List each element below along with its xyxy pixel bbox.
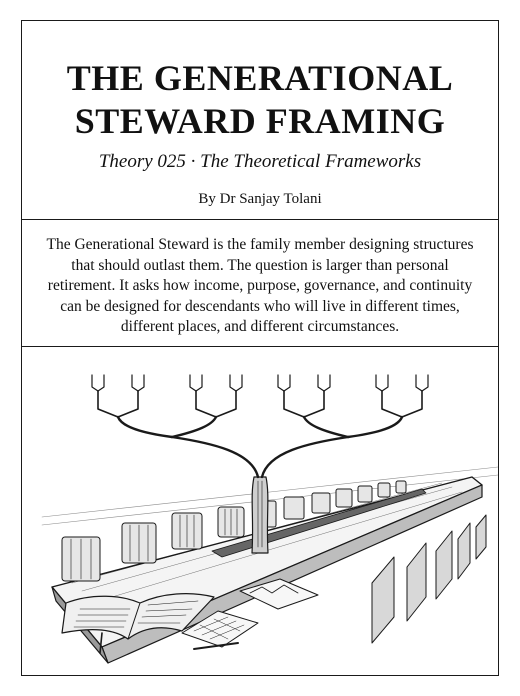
subtitle: Theory 025 · The Theoretical Frameworks xyxy=(98,151,422,172)
abstract-text: The Generational Steward is the family member designing structures that should outlast them. The question is larger than personal retirement. It asks how income, purpose, governance, and continuity can be designed for descendants who will live in different times, different places, and different circumstances. xyxy=(46,236,474,335)
page-title: THE GENERATIONAL STEWARD FRAMING xyxy=(66,58,454,141)
page-frame xyxy=(21,20,499,676)
divider-top xyxy=(22,219,498,220)
byline: By Dr Sanjay Tolani xyxy=(198,191,322,207)
family-tree-table-engraving-icon xyxy=(22,347,498,675)
